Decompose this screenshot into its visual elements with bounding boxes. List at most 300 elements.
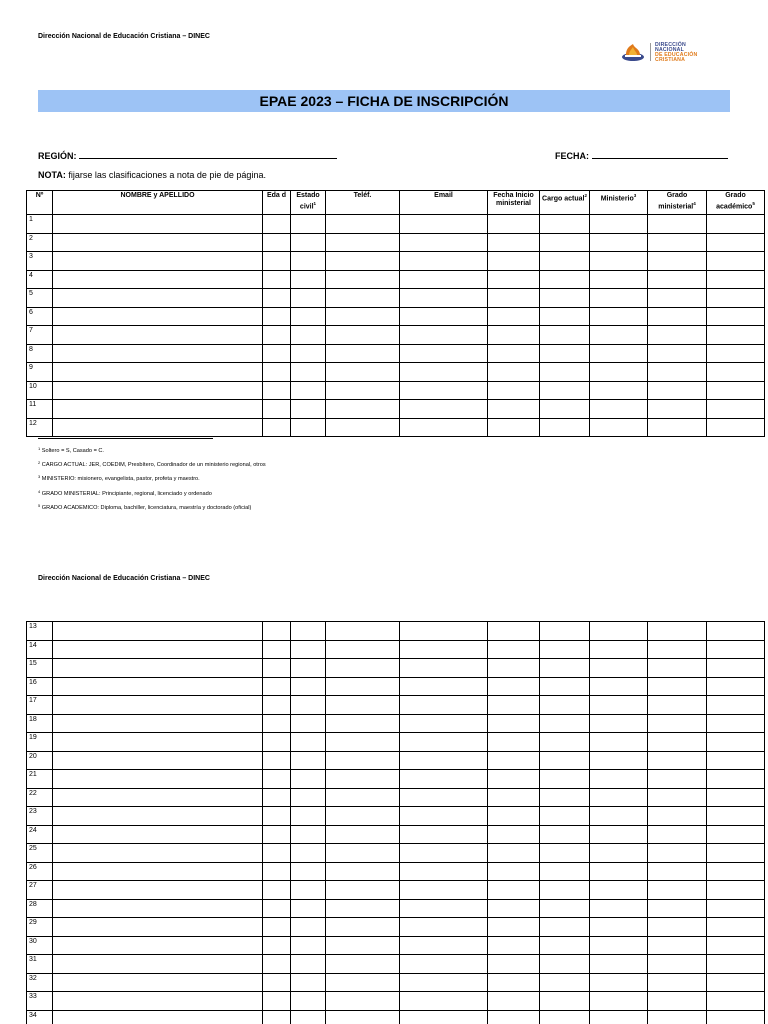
entry-cell[interactable] (540, 770, 590, 789)
entry-cell[interactable] (263, 862, 291, 881)
entry-cell[interactable] (326, 622, 400, 641)
entry-cell[interactable] (400, 344, 488, 363)
entry-cell[interactable] (590, 252, 648, 271)
entry-cell[interactable] (326, 659, 400, 678)
entry-cell[interactable] (53, 973, 263, 992)
entry-cell[interactable] (263, 973, 291, 992)
entry-cell[interactable] (540, 881, 590, 900)
entry-cell[interactable] (326, 881, 400, 900)
entry-cell[interactable] (707, 862, 765, 881)
entry-cell[interactable] (400, 363, 488, 382)
entry-cell[interactable] (291, 381, 326, 400)
entry-cell[interactable] (540, 955, 590, 974)
entry-cell[interactable] (400, 733, 488, 752)
entry-cell[interactable] (291, 955, 326, 974)
region-blank[interactable] (79, 150, 337, 159)
entry-cell[interactable] (263, 659, 291, 678)
entry-cell[interactable] (326, 973, 400, 992)
entry-cell[interactable] (263, 770, 291, 789)
entry-cell[interactable] (648, 233, 707, 252)
entry-cell[interactable] (488, 622, 540, 641)
entry-cell[interactable] (400, 252, 488, 271)
entry-cell[interactable] (263, 270, 291, 289)
entry-cell[interactable] (488, 418, 540, 437)
entry-cell[interactable] (590, 215, 648, 234)
entry-cell[interactable] (400, 973, 488, 992)
entry-cell[interactable] (488, 807, 540, 826)
entry-cell[interactable] (488, 215, 540, 234)
entry-cell[interactable] (540, 233, 590, 252)
entry-cell[interactable] (400, 270, 488, 289)
entry-cell[interactable] (53, 400, 263, 419)
entry-cell[interactable] (400, 418, 488, 437)
entry-cell[interactable] (53, 252, 263, 271)
entry-cell[interactable] (707, 289, 765, 308)
entry-cell[interactable] (648, 381, 707, 400)
entry-cell[interactable] (648, 418, 707, 437)
entry-cell[interactable] (326, 233, 400, 252)
entry-cell[interactable] (326, 733, 400, 752)
entry-cell[interactable] (648, 844, 707, 863)
entry-cell[interactable] (326, 714, 400, 733)
entry-cell[interactable] (326, 289, 400, 308)
entry-cell[interactable] (53, 233, 263, 252)
entry-cell[interactable] (590, 862, 648, 881)
entry-cell[interactable] (540, 936, 590, 955)
entry-cell[interactable] (540, 899, 590, 918)
entry-cell[interactable] (648, 899, 707, 918)
entry-cell[interactable] (648, 936, 707, 955)
entry-cell[interactable] (326, 918, 400, 937)
entry-cell[interactable] (648, 714, 707, 733)
entry-cell[interactable] (53, 844, 263, 863)
entry-cell[interactable] (326, 696, 400, 715)
entry-cell[interactable] (648, 973, 707, 992)
entry-cell[interactable] (291, 640, 326, 659)
entry-cell[interactable] (488, 400, 540, 419)
entry-cell[interactable] (707, 270, 765, 289)
entry-cell[interactable] (326, 751, 400, 770)
entry-cell[interactable] (291, 659, 326, 678)
entry-cell[interactable] (488, 233, 540, 252)
entry-cell[interactable] (707, 733, 765, 752)
entry-cell[interactable] (488, 326, 540, 345)
entry-cell[interactable] (648, 400, 707, 419)
entry-cell[interactable] (590, 326, 648, 345)
entry-cell[interactable] (263, 381, 291, 400)
entry-cell[interactable] (291, 326, 326, 345)
entry-cell[interactable] (291, 233, 326, 252)
entry-cell[interactable] (53, 807, 263, 826)
entry-cell[interactable] (263, 992, 291, 1011)
entry-cell[interactable] (648, 344, 707, 363)
entry-cell[interactable] (263, 844, 291, 863)
entry-cell[interactable] (326, 788, 400, 807)
entry-cell[interactable] (590, 381, 648, 400)
entry-cell[interactable] (53, 418, 263, 437)
entry-cell[interactable] (263, 1010, 291, 1024)
entry-cell[interactable] (707, 400, 765, 419)
entry-cell[interactable] (53, 881, 263, 900)
entry-cell[interactable] (291, 677, 326, 696)
entry-cell[interactable] (400, 233, 488, 252)
entry-cell[interactable] (53, 936, 263, 955)
entry-cell[interactable] (326, 344, 400, 363)
entry-cell[interactable] (648, 1010, 707, 1024)
entry-cell[interactable] (540, 344, 590, 363)
entry-cell[interactable] (590, 881, 648, 900)
entry-cell[interactable] (488, 659, 540, 678)
entry-cell[interactable] (263, 289, 291, 308)
entry-cell[interactable] (590, 825, 648, 844)
entry-cell[interactable] (707, 215, 765, 234)
entry-cell[interactable] (707, 1010, 765, 1024)
entry-cell[interactable] (291, 788, 326, 807)
entry-cell[interactable] (400, 659, 488, 678)
entry-cell[interactable] (488, 992, 540, 1011)
entry-cell[interactable] (488, 825, 540, 844)
entry-cell[interactable] (400, 677, 488, 696)
entry-cell[interactable] (263, 233, 291, 252)
entry-cell[interactable] (488, 788, 540, 807)
entry-cell[interactable] (648, 788, 707, 807)
entry-cell[interactable] (540, 992, 590, 1011)
entry-cell[interactable] (488, 677, 540, 696)
entry-cell[interactable] (540, 973, 590, 992)
entry-cell[interactable] (326, 418, 400, 437)
entry-cell[interactable] (540, 381, 590, 400)
entry-cell[interactable] (291, 696, 326, 715)
entry-cell[interactable] (291, 344, 326, 363)
entry-cell[interactable] (648, 622, 707, 641)
entry-cell[interactable] (291, 936, 326, 955)
entry-cell[interactable] (648, 770, 707, 789)
entry-cell[interactable] (53, 751, 263, 770)
entry-cell[interactable] (263, 899, 291, 918)
entry-cell[interactable] (488, 862, 540, 881)
entry-cell[interactable] (263, 918, 291, 937)
entry-cell[interactable] (488, 307, 540, 326)
entry-cell[interactable] (53, 677, 263, 696)
entry-cell[interactable] (540, 326, 590, 345)
entry-cell[interactable] (648, 252, 707, 271)
entry-cell[interactable] (326, 899, 400, 918)
entry-cell[interactable] (291, 881, 326, 900)
entry-cell[interactable] (590, 233, 648, 252)
entry-cell[interactable] (590, 622, 648, 641)
entry-cell[interactable] (590, 918, 648, 937)
entry-cell[interactable] (540, 844, 590, 863)
entry-cell[interactable] (53, 326, 263, 345)
entry-cell[interactable] (400, 955, 488, 974)
entry-cell[interactable] (326, 363, 400, 382)
entry-cell[interactable] (648, 955, 707, 974)
fecha-field[interactable] (555, 150, 728, 161)
entry-cell[interactable] (707, 825, 765, 844)
entry-cell[interactable] (263, 418, 291, 437)
entry-cell[interactable] (291, 733, 326, 752)
entry-cell[interactable] (326, 770, 400, 789)
entry-cell[interactable] (590, 770, 648, 789)
entry-cell[interactable] (291, 622, 326, 641)
entry-cell[interactable] (707, 252, 765, 271)
entry-cell[interactable] (540, 289, 590, 308)
entry-cell[interactable] (590, 307, 648, 326)
entry-cell[interactable] (263, 788, 291, 807)
entry-cell[interactable] (648, 992, 707, 1011)
entry-cell[interactable] (540, 400, 590, 419)
entry-cell[interactable] (263, 640, 291, 659)
entry-cell[interactable] (291, 1010, 326, 1024)
entry-cell[interactable] (488, 881, 540, 900)
entry-cell[interactable] (488, 733, 540, 752)
entry-cell[interactable] (590, 344, 648, 363)
entry-cell[interactable] (326, 326, 400, 345)
entry-cell[interactable] (590, 788, 648, 807)
entry-cell[interactable] (488, 936, 540, 955)
entry-cell[interactable] (400, 751, 488, 770)
entry-cell[interactable] (400, 640, 488, 659)
entry-cell[interactable] (53, 788, 263, 807)
entry-cell[interactable] (540, 696, 590, 715)
entry-cell[interactable] (400, 400, 488, 419)
entry-cell[interactable] (540, 215, 590, 234)
entry-cell[interactable] (648, 881, 707, 900)
entry-cell[interactable] (707, 326, 765, 345)
entry-cell[interactable] (540, 788, 590, 807)
entry-cell[interactable] (53, 363, 263, 382)
entry-cell[interactable] (590, 400, 648, 419)
entry-cell[interactable] (263, 400, 291, 419)
entry-cell[interactable] (326, 825, 400, 844)
entry-cell[interactable] (590, 289, 648, 308)
entry-cell[interactable] (590, 844, 648, 863)
entry-cell[interactable] (400, 622, 488, 641)
entry-cell[interactable] (326, 677, 400, 696)
entry-cell[interactable] (291, 825, 326, 844)
entry-cell[interactable] (707, 936, 765, 955)
entry-cell[interactable] (648, 677, 707, 696)
entry-cell[interactable] (400, 992, 488, 1011)
entry-cell[interactable] (590, 677, 648, 696)
entry-cell[interactable] (291, 807, 326, 826)
entry-cell[interactable] (707, 899, 765, 918)
entry-cell[interactable] (540, 862, 590, 881)
entry-cell[interactable] (707, 659, 765, 678)
entry-cell[interactable] (326, 215, 400, 234)
entry-cell[interactable] (400, 807, 488, 826)
entry-cell[interactable] (263, 881, 291, 900)
entry-cell[interactable] (488, 381, 540, 400)
entry-cell[interactable] (263, 696, 291, 715)
entry-cell[interactable] (400, 714, 488, 733)
entry-cell[interactable] (590, 640, 648, 659)
entry-cell[interactable] (326, 252, 400, 271)
entry-cell[interactable] (540, 418, 590, 437)
entry-cell[interactable] (263, 955, 291, 974)
entry-cell[interactable] (291, 844, 326, 863)
entry-cell[interactable] (707, 844, 765, 863)
entry-cell[interactable] (291, 992, 326, 1011)
entry-cell[interactable] (326, 862, 400, 881)
entry-cell[interactable] (400, 307, 488, 326)
entry-cell[interactable] (540, 677, 590, 696)
entry-cell[interactable] (488, 918, 540, 937)
entry-cell[interactable] (707, 363, 765, 382)
entry-cell[interactable] (291, 714, 326, 733)
entry-cell[interactable] (540, 714, 590, 733)
entry-cell[interactable] (291, 418, 326, 437)
entry-cell[interactable] (291, 363, 326, 382)
entry-cell[interactable] (648, 640, 707, 659)
entry-cell[interactable] (590, 363, 648, 382)
entry-cell[interactable] (488, 899, 540, 918)
entry-cell[interactable] (648, 307, 707, 326)
entry-cell[interactable] (488, 696, 540, 715)
entry-cell[interactable] (400, 381, 488, 400)
entry-cell[interactable] (648, 659, 707, 678)
entry-cell[interactable] (53, 344, 263, 363)
entry-cell[interactable] (707, 233, 765, 252)
entry-cell[interactable] (707, 418, 765, 437)
entry-cell[interactable] (53, 381, 263, 400)
entry-cell[interactable] (590, 270, 648, 289)
entry-cell[interactable] (707, 677, 765, 696)
entry-cell[interactable] (291, 751, 326, 770)
entry-cell[interactable] (707, 622, 765, 641)
entry-cell[interactable] (53, 659, 263, 678)
entry-cell[interactable] (590, 973, 648, 992)
entry-cell[interactable] (648, 807, 707, 826)
entry-cell[interactable] (400, 289, 488, 308)
entry-cell[interactable] (263, 326, 291, 345)
entry-cell[interactable] (707, 381, 765, 400)
entry-cell[interactable] (488, 955, 540, 974)
entry-cell[interactable] (590, 418, 648, 437)
entry-cell[interactable] (590, 751, 648, 770)
entry-cell[interactable] (53, 918, 263, 937)
entry-cell[interactable] (291, 215, 326, 234)
entry-cell[interactable] (540, 307, 590, 326)
entry-cell[interactable] (540, 751, 590, 770)
entry-cell[interactable] (326, 270, 400, 289)
entry-cell[interactable] (488, 252, 540, 271)
entry-cell[interactable] (53, 270, 263, 289)
entry-cell[interactable] (488, 714, 540, 733)
entry-cell[interactable] (53, 640, 263, 659)
entry-cell[interactable] (400, 862, 488, 881)
entry-cell[interactable] (488, 363, 540, 382)
entry-cell[interactable] (488, 770, 540, 789)
entry-cell[interactable] (590, 714, 648, 733)
entry-cell[interactable] (648, 215, 707, 234)
entry-cell[interactable] (291, 400, 326, 419)
entry-cell[interactable] (648, 696, 707, 715)
entry-cell[interactable] (53, 215, 263, 234)
entry-cell[interactable] (400, 936, 488, 955)
entry-cell[interactable] (263, 825, 291, 844)
entry-cell[interactable] (590, 733, 648, 752)
entry-cell[interactable] (707, 770, 765, 789)
region-field[interactable] (38, 150, 337, 161)
entry-cell[interactable] (488, 1010, 540, 1024)
entry-cell[interactable] (648, 733, 707, 752)
entry-cell[interactable] (540, 825, 590, 844)
entry-cell[interactable] (648, 289, 707, 308)
entry-cell[interactable] (291, 918, 326, 937)
entry-cell[interactable] (400, 844, 488, 863)
entry-cell[interactable] (590, 696, 648, 715)
entry-cell[interactable] (707, 992, 765, 1011)
entry-cell[interactable] (540, 733, 590, 752)
entry-cell[interactable] (540, 363, 590, 382)
entry-cell[interactable] (326, 807, 400, 826)
entry-cell[interactable] (488, 751, 540, 770)
entry-cell[interactable] (488, 640, 540, 659)
entry-cell[interactable] (707, 973, 765, 992)
entry-cell[interactable] (707, 807, 765, 826)
entry-cell[interactable] (326, 844, 400, 863)
entry-cell[interactable] (540, 659, 590, 678)
entry-cell[interactable] (400, 788, 488, 807)
entry-cell[interactable] (590, 899, 648, 918)
entry-cell[interactable] (291, 270, 326, 289)
entry-cell[interactable] (53, 696, 263, 715)
entry-cell[interactable] (53, 955, 263, 974)
entry-cell[interactable] (590, 992, 648, 1011)
entry-cell[interactable] (400, 326, 488, 345)
entry-cell[interactable] (326, 1010, 400, 1024)
entry-cell[interactable] (707, 918, 765, 937)
entry-cell[interactable] (53, 1010, 263, 1024)
entry-cell[interactable] (707, 881, 765, 900)
entry-cell[interactable] (707, 714, 765, 733)
entry-cell[interactable] (648, 918, 707, 937)
entry-cell[interactable] (263, 307, 291, 326)
entry-cell[interactable] (53, 733, 263, 752)
entry-cell[interactable] (326, 640, 400, 659)
entry-cell[interactable] (263, 622, 291, 641)
entry-cell[interactable] (326, 400, 400, 419)
entry-cell[interactable] (540, 807, 590, 826)
entry-cell[interactable] (590, 659, 648, 678)
entry-cell[interactable] (590, 955, 648, 974)
entry-cell[interactable] (488, 973, 540, 992)
entry-cell[interactable] (540, 252, 590, 271)
entry-cell[interactable] (326, 992, 400, 1011)
entry-cell[interactable] (263, 751, 291, 770)
entry-cell[interactable] (263, 677, 291, 696)
entry-cell[interactable] (648, 270, 707, 289)
entry-cell[interactable] (540, 1010, 590, 1024)
entry-cell[interactable] (707, 344, 765, 363)
entry-cell[interactable] (326, 307, 400, 326)
entry-cell[interactable] (400, 696, 488, 715)
entry-cell[interactable] (488, 289, 540, 308)
entry-cell[interactable] (263, 936, 291, 955)
entry-cell[interactable] (291, 307, 326, 326)
entry-cell[interactable] (291, 770, 326, 789)
entry-cell[interactable] (488, 844, 540, 863)
entry-cell[interactable] (53, 289, 263, 308)
entry-cell[interactable] (707, 788, 765, 807)
entry-cell[interactable] (263, 363, 291, 382)
entry-cell[interactable] (400, 1010, 488, 1024)
entry-cell[interactable] (291, 899, 326, 918)
entry-cell[interactable] (400, 881, 488, 900)
entry-cell[interactable] (263, 215, 291, 234)
entry-cell[interactable] (326, 936, 400, 955)
